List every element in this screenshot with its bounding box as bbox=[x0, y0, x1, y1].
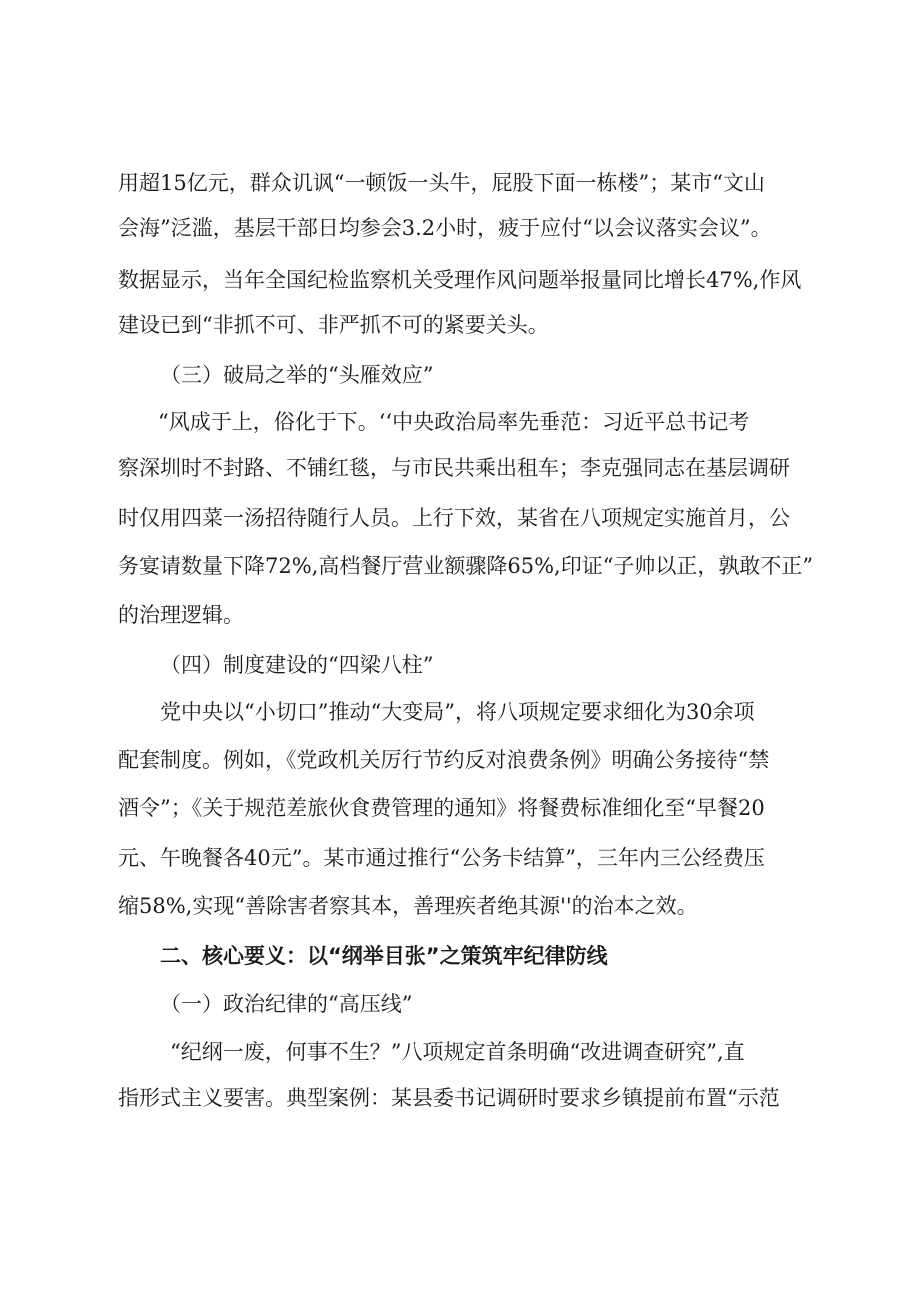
paragraph-line: 元、午晚餐各40元”。某市通过推行“公务卡结算”，三年内三公经费压 bbox=[118, 846, 765, 870]
paragraph-line: 建设已到“非抓不可、非严抓不可的紧要关头。 bbox=[118, 313, 549, 337]
subsection-heading: （三）破局之举的“头雁效应” bbox=[160, 363, 434, 387]
paragraph-line: 会海”泛滥，基层干部日均参会3.2小时，疲于应付“以会议落实会议”。 bbox=[118, 216, 772, 240]
paragraph-line: 时仅用四菜一汤招待随行人员。上行下效，某省在八项规定实施首月，公 bbox=[118, 506, 790, 530]
paragraph-line: “纪纲一废，何事不生？”八项规定首条明确“改进调查研究”,直 bbox=[170, 1040, 745, 1064]
paragraph-line: 缩58%,实现“善除害者察其本，善理疾者绝其源''的治本之效。 bbox=[118, 894, 698, 918]
paragraph-line: 的治理逻辑。 bbox=[118, 603, 244, 627]
subsection-heading: （四）制度建设的“四梁八柱” bbox=[160, 653, 434, 677]
section-heading: 二、核心要义：以“纲举目张”之策筑牢纪律防线 bbox=[160, 944, 608, 968]
paragraph-line: 察深圳时不封路、不铺红毯，与市民共乘出租车；李克强同志在基层调研 bbox=[118, 456, 790, 480]
paragraph-line: 党中央以“小切口”推动“大变局”，将八项规定要求细化为30余项 bbox=[160, 700, 755, 724]
paragraph-line: “风成于上，俗化于下。‘‘中央政治局率先垂范：习近平总书记考 bbox=[158, 410, 750, 434]
paragraph-line: 指形式主义要害。典型案例：某县委书记调研时要求乡镇提前布置“示范 bbox=[118, 1086, 780, 1110]
paragraph-line: 配套制度。例如，《党政机关厉行节约反对浪费条例》明确公务接待“禁 bbox=[118, 748, 770, 772]
subsection-heading: （一）政治纪律的“高压线” bbox=[160, 992, 413, 1016]
paragraph-line: 数据显示，当年全国纪检监察机关受理作风问题举报量同比增长47%,作风 bbox=[118, 268, 802, 292]
paragraph-line: 酒令”；《关于规范差旅伙食费管理的通知》将餐费标准细化至“早餐20 bbox=[118, 796, 765, 820]
paragraph-line: 用超15亿元，群众讥讽“一顿饭一头牛，屁股下面一栋楼”；某市“文山 bbox=[118, 171, 765, 195]
paragraph-line: 务宴请数量下降72%,高档餐厅营业额骤降65%,印证“子帅以正，孰敢不正” bbox=[118, 554, 814, 578]
